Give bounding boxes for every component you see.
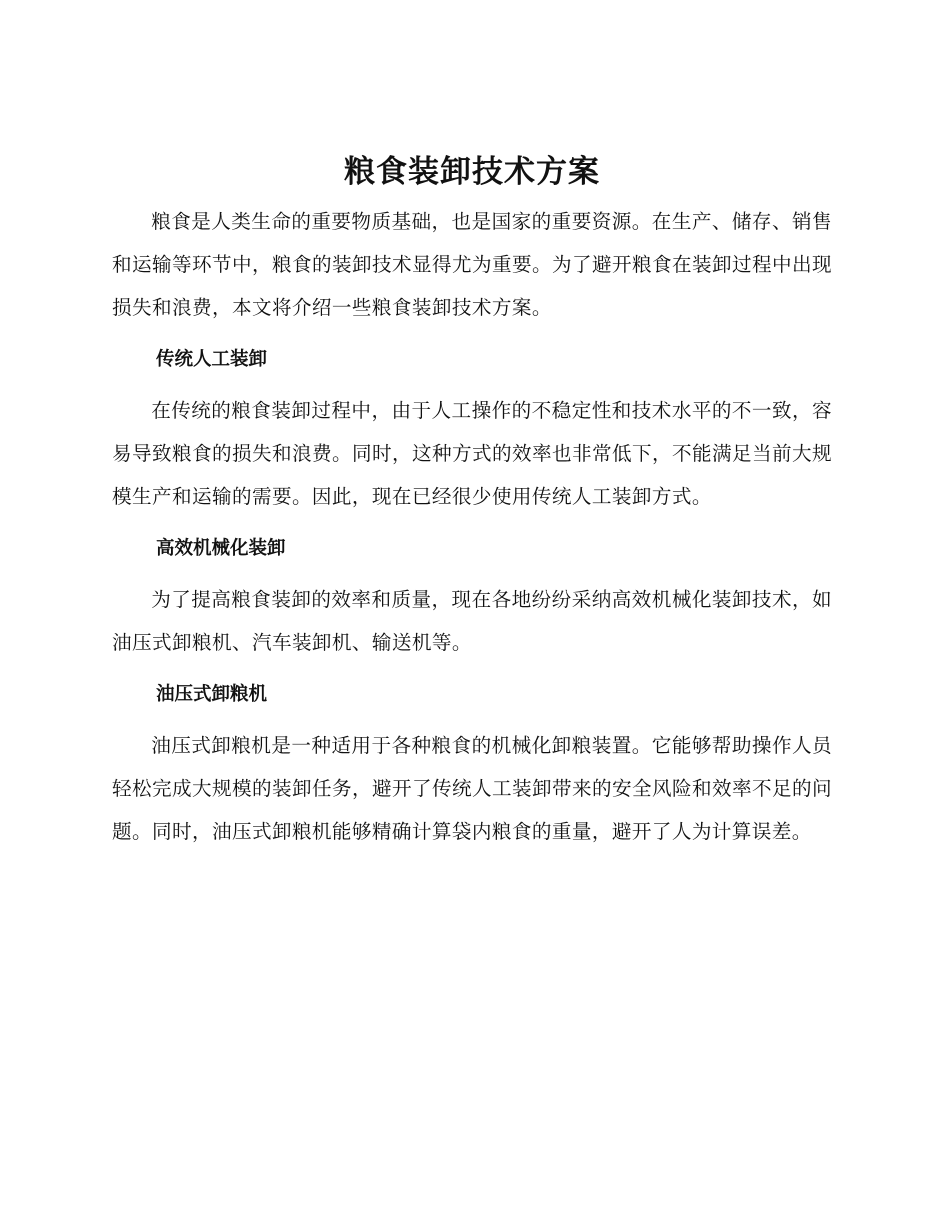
section-heading-mechanized: 高效机械化装卸 xyxy=(156,538,286,559)
manual-paragraph: 在传统的粮食装卸过程中，由于人工操作的不稳定性和技术水平的不一致，容易导致粮食的损失和浪费。同时，这种方式的效率也非常低下，不能满足当前大规模生产和运输的需要。因此，现在已经很少使用传统人工装卸方式。 xyxy=(112,399,832,508)
mechanized-paragraph: 为了提高粮食装卸的效率和质量，现在各地纷纷采纳高效机械化装卸技术，如油压式卸粮机、汽车装卸机、输送机等。 xyxy=(112,588,832,654)
document-page xyxy=(112,150,832,853)
section-heading-manual: 传统人工装卸 xyxy=(156,349,268,370)
document-title: 粮食装卸技术方案 xyxy=(344,154,600,190)
hydraulic-paragraph: 油压式卸粮机是一种适用于各种粮食的机械化卸粮装置。它能够帮助操作人员轻松完成大规模的装卸任务，避开了传统人工装卸带来的安全风险和效率不足的问题。同时，油压式卸粮机能够精确计算袋内粮食的重量，避开了人为计算误差。 xyxy=(112,734,832,843)
section-heading-hydraulic: 油压式卸粮机 xyxy=(156,684,268,705)
intro-paragraph: 粮食是人类生命的重要物质基础，也是国家的重要资源。在生产、储存、销售和运输等环节中，粮食的装卸技术显得尤为重要。为了避开粮食在装卸过程中出现损失和浪费，本文将介绍一些粮食装卸技术方案。 xyxy=(112,210,832,319)
